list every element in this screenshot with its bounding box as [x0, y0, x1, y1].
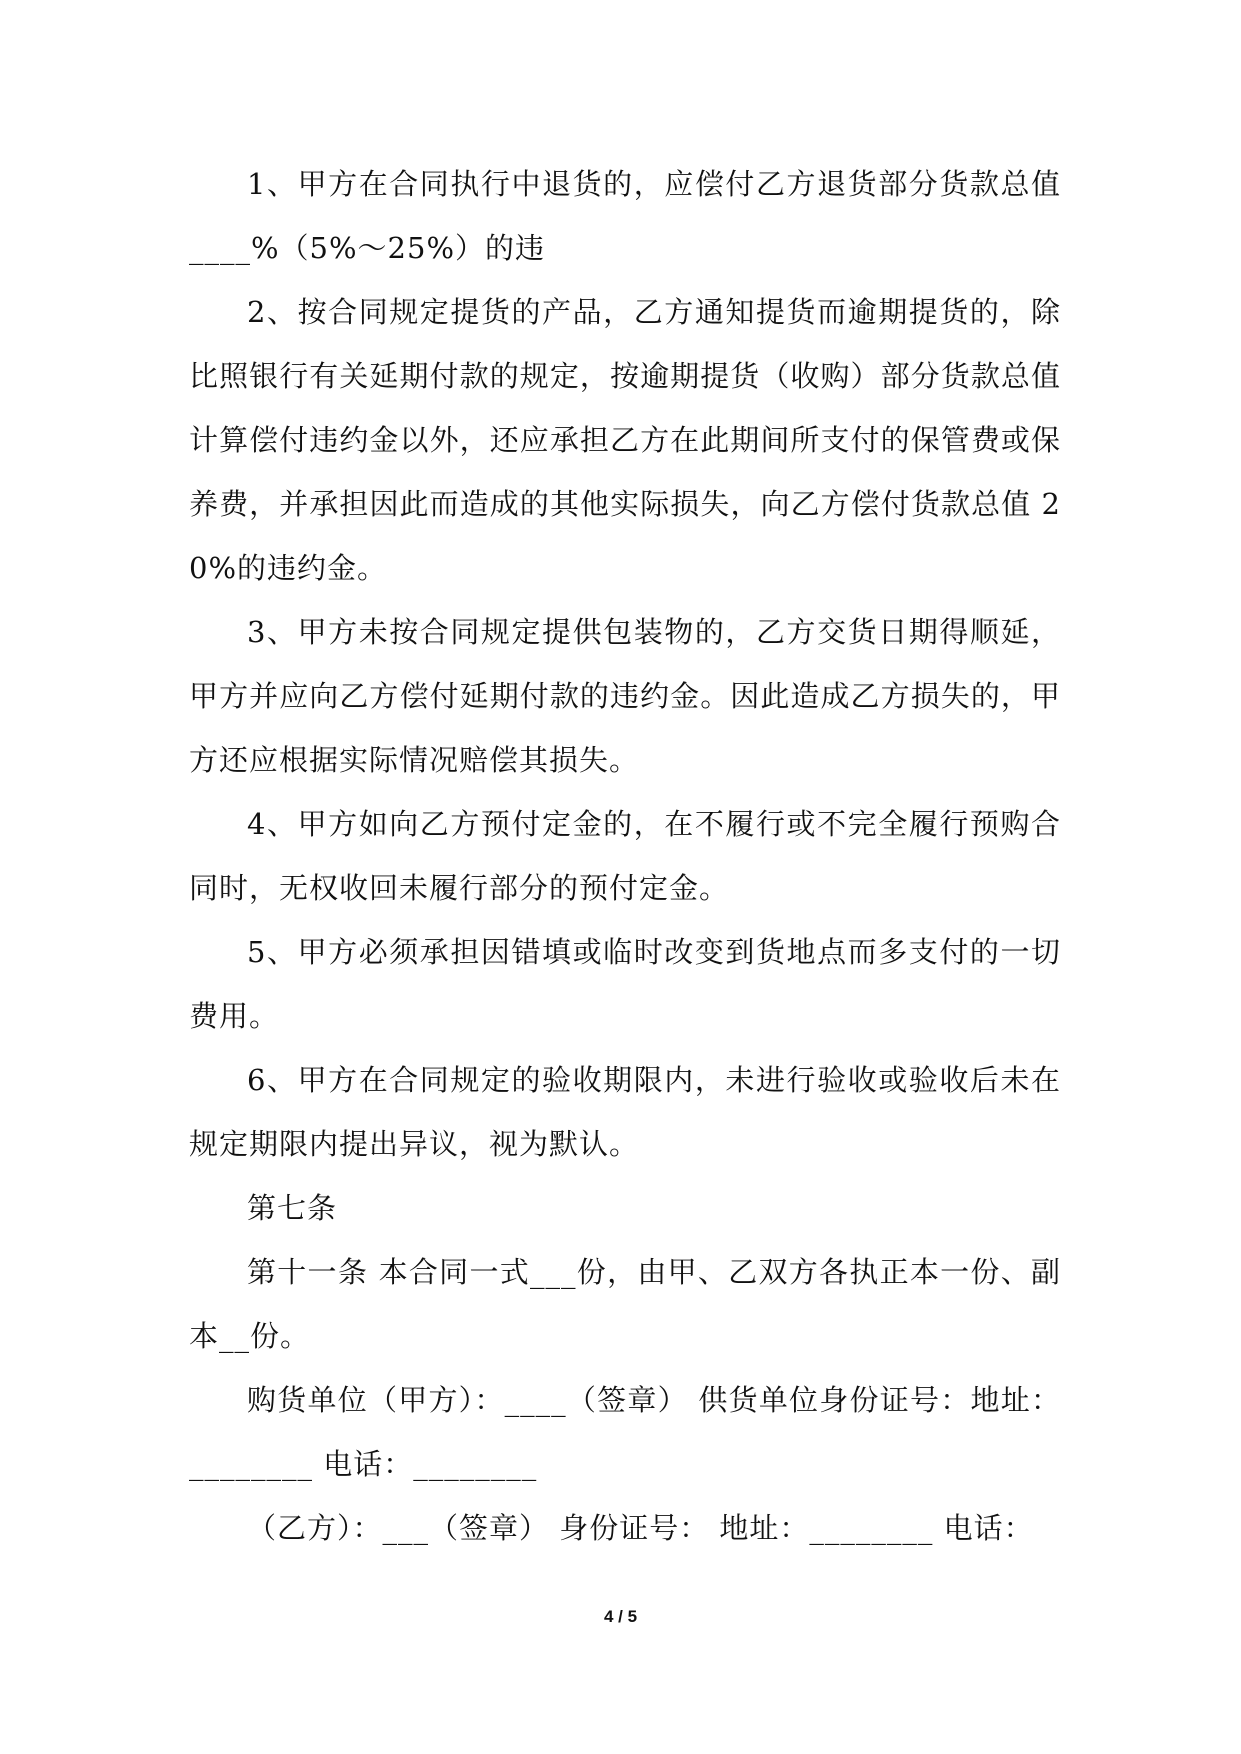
clause-6-inspection: 6、甲方在合同规定的验收期限内，未进行验收或验收后未在规定期限内提出异议，视为默认。 — [189, 1063, 1061, 1161]
clause-2-late-pickup: 2、按合同规定提货的产品，乙方通知提货而逾期提货的，除比照银行有关延期付款的规定，按逾期提货（收购）部分货款总值计算偿付违约金以外，还应承担乙方在此期间所支付的保管费或保养费，并承担因此而造成的其他实际损失，向乙方偿付货款总值 20%的违约金。 — [189, 295, 1061, 585]
document-body — [189, 152, 1061, 1560]
clause-1-return-penalty: 1、甲方在合同执行中退货的，应偿付乙方退货部分货款总值____%（5%～25%）的违 — [189, 167, 1061, 265]
seller-signature-line: （乙方）：___（签章） 身份证号： 地址：________ 电话： — [247, 1511, 1034, 1545]
clause-3-packaging: 3、甲方未按合同规定提供包装物的，乙方交货日期得顺延，甲方并应向乙方偿付延期付款的违约金。因此造成乙方损失的，甲方还应根据实际情况赔偿其损失。 — [189, 615, 1061, 777]
page-number: 4 / 5 — [603, 1607, 638, 1626]
clause-4-deposit: 4、甲方如向乙方预付定金的，在不履行或不完全履行预购合同时，无权收回未履行部分的预付定金。 — [189, 807, 1061, 905]
article-7-heading: 第七条 — [247, 1191, 338, 1225]
clause-5-delivery-change: 5、甲方必须承担因错填或临时改变到货地点而多支付的一切费用。 — [189, 935, 1061, 1033]
buyer-signature-line: 购货单位（甲方）：____（签章） 供货单位身份证号：地址：________ 电话：________ — [189, 1383, 1061, 1481]
article-11-copies: 第十一条 本合同一式___份，由甲、乙双方各执正本一份、副本__份。 — [189, 1255, 1061, 1353]
